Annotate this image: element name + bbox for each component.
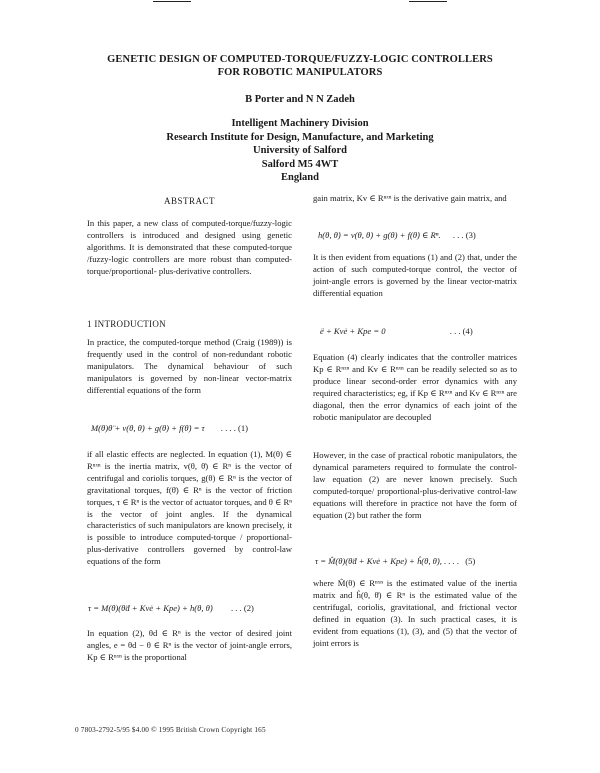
equation-3	[318, 230, 476, 241]
affiliation	[0, 117, 600, 185]
authors: B Porter and N N Zadeh	[245, 94, 355, 105]
equation-5-number: (5)	[465, 556, 476, 566]
equation-2	[88, 603, 254, 613]
equation-3-number: . . . (3)	[452, 230, 476, 240]
equation-2-number: . . . (2)	[230, 603, 254, 613]
right-paragraph-1: gain matrix, Kv ∈ Rⁿˣⁿ is the derivative gain matrix, and	[313, 193, 507, 203]
right-paragraph-2: It is then evident from equations (1) and (2) that, under the action of such computed-torque control, the vector of joint-angle errors is governed by the linear vector-matrix differential equation	[313, 252, 517, 298]
paper-title	[60, 53, 540, 79]
equation-1	[91, 423, 248, 433]
equation-5	[315, 556, 475, 566]
equation-4-body: ë + Kvė + Kpe = 0	[320, 326, 386, 336]
top-rule-right	[409, 1, 447, 2]
title-line-1: GENETIC DESIGN OF COMPUTED-TORQUE/FUZZY-LOGIC CONTROLLERS	[107, 54, 493, 65]
equation-3-body: h(θ, θ̇) = v(θ, θ̇) + g(θ) + f(θ̇) ∈ Rⁿ.	[318, 230, 441, 240]
affiliation-line: England	[281, 172, 319, 183]
intro-paragraph-1: In practice, the computed-torque method (Craig (1989)) is frequently used in the control of non-redundant robotic manipulators. The dynamical behaviour of such manipulators is governed by non-linear vector-matrix differential equations of the form	[87, 337, 292, 395]
equation-4-number: . . . (4)	[449, 326, 473, 336]
equation-1-body: M(θ)θ̈ + v(θ, θ̇) + g(θ) + f(θ̇) = τ	[91, 423, 205, 433]
right-paragraph-4: However, in the case of practical robotic manipulators, the dynamical parameters required to formulate the control-law equation (2) are never known precisely. Such computed-torque/ proportional-plus-derivative control-law equations will therefore in practice not have the form of equation (2) but rather the form	[313, 450, 517, 520]
affiliation-line: Salford M5 4WT	[261, 158, 339, 170]
equation-4	[320, 326, 473, 336]
right-paragraph-3: Equation (4) clearly indicates that the controller matrices Kp ∈ Rⁿˣⁿ and Kv ∈ Rⁿˣⁿ can be readily selected so as to produce linear second-order error dynamics with any required characteristics; eg, if Kp ∈ Rⁿˣⁿ and Kv ∈ Rⁿˣⁿ are diagonal, then the error dynamics of each joint of the robotic manipulator are decoupled	[313, 352, 517, 422]
footer-copyright: 0 7803-2792-5/95 $4.00 © 1995 British Crown Copyright 165	[75, 726, 266, 734]
intro-paragraph-3: In equation (2), θd ∈ Rⁿ is the vector of desired joint angles, e = θd − θ ∈ Rⁿ is the vector of joint-angle errors, Kp ∈ Rⁿˣⁿ is the proportional	[87, 628, 292, 662]
abstract-heading: ABSTRACT	[163, 196, 215, 206]
abstract-text: In this paper, a new class of computed-torque/fuzzy-logic controllers is introduced and designed using genetic algorithms. It is demonstrated that these computed-torque /fuzzy-logic controllers are more robust than computed- torque/proportional- plus-derivative controllers.	[87, 218, 292, 276]
affiliation-line: Research Institute for Design, Manufacture, and Marketing	[166, 131, 434, 143]
equation-1-number: . . . . (1)	[220, 423, 249, 433]
title-line-2: FOR ROBOTIC MANIPULATORS	[217, 67, 383, 78]
affiliation-line: University of Salford	[253, 145, 347, 156]
equation-5-body: τ = M̂(θ)(θ̈d + Kvė + Kpe) + ĥ(θ, θ̇), . . . .	[315, 556, 460, 566]
right-paragraph-5: where M̂(θ) ∈ Rⁿˣⁿ is the estimated value of the inertia matrix and ĥ(θ, θ̇) ∈ Rⁿ is the estimated value of the centrifugal, coriolis, gravitational, and frictional vector defined in equation (3). In such practical cases, it is evident from equations (1), (3), and (5) that the vector of joint errors is	[313, 578, 517, 648]
equation-2-body: τ = M(θ)(θ̈d + Kvė + Kpe) + h(θ, θ̇)	[88, 603, 213, 613]
introduction-heading: 1 INTRODUCTION	[87, 319, 166, 329]
intro-paragraph-2: if all elastic effects are neglected. In equation (1), M(θ) ∈ Rⁿˣⁿ is the inertia matrix, v(θ, θ̇) ∈ Rⁿ is the vector of centrifugal and coriolis torques, g(θ) ∈ Rⁿ is the vector of gravitational torques, f(θ̇) ∈ Rⁿ is the vector of friction torques, τ ∈ Rⁿ is the vector of actuator torques, and θ ∈ Rⁿ is the vector of joint angles. If the dynamical characteristics of such manipulators are known precisely, it is possible to introduce computed-torque / proportional-plus-derivative controllers governed by control-law equations of the form	[87, 449, 292, 567]
affiliation-line: Intelligent Machinery Division	[231, 118, 369, 129]
top-rule-left	[153, 1, 191, 2]
